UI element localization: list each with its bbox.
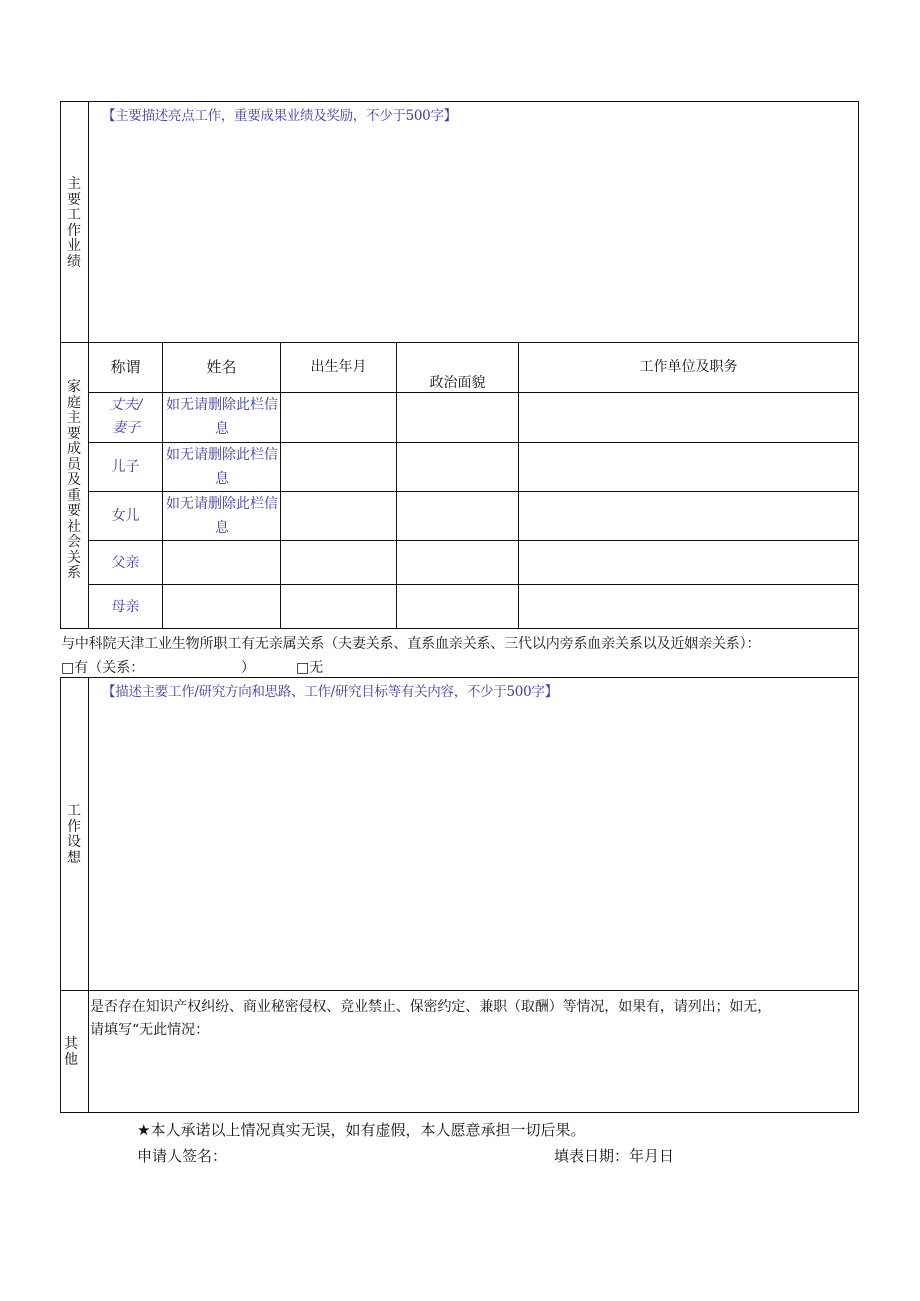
relation-daughter: 女儿 <box>111 508 140 524</box>
kinship-yes-option[interactable]: □有（关系： <box>61 660 145 676</box>
date-label[interactable]: 填表日期：年月日 <box>554 1148 675 1165</box>
signature-label[interactable]: 申请人签名： <box>137 1148 228 1165</box>
relation-spouse: 丈夫/妻子 <box>109 397 143 436</box>
header-relation: 称谓 <box>110 358 141 376</box>
kinship-relation-close: ） <box>241 660 255 676</box>
achievements-label: 主要工作业绩 <box>67 176 81 270</box>
achievements-placeholder[interactable]: 【主要描述亮点工作，重要成果业绩及奖励，不少于500字】 <box>102 108 457 124</box>
name-cell-daughter[interactable]: 如无请删除此栏信息 <box>166 496 278 536</box>
header-birth: 出生年月 <box>310 359 367 375</box>
family-label: 家庭主要成员及重要社会关系 <box>67 379 81 581</box>
name-cell-father[interactable] <box>163 541 280 584</box>
relation-mother: 母亲 <box>111 598 140 615</box>
name-cell-son[interactable]: 如无请删除此栏信息 <box>166 447 278 487</box>
plan-placeholder[interactable]: 【描述主要工作/研究方向和思路、工作/研究目标等有关内容，不少于500字】 <box>102 684 558 700</box>
plan-label: 工作设想 <box>67 803 81 866</box>
other-question-line1: 是否存在知识产权纠纷、商业秘密侵权、竞业禁止、保密约定、兼职（取酬）等情况，如果有，请列出；如无， <box>90 999 772 1015</box>
other-question-line2[interactable]: 请填写“无此情况： <box>90 1022 210 1038</box>
relation-son: 儿子 <box>111 459 140 475</box>
other-label: 其他 <box>64 1036 78 1068</box>
header-name: 姓名 <box>206 358 237 376</box>
relation-father: 父亲 <box>111 554 140 571</box>
kinship-question: 与中科院天津工业生物所职工有无亲属关系（夫妻关系、直系血亲关系、三代以内旁系血亲关系以及近姻亲关系）： <box>61 636 761 652</box>
header-employer: 工作单位及职务 <box>639 359 738 375</box>
header-political: 政治面貌 <box>429 375 486 391</box>
name-cell-mother[interactable] <box>163 585 280 628</box>
pledge-text: ★本人承诺以上情况真实无误，如有虚假，本人愿意承担一切后果。 <box>137 1122 586 1139</box>
name-cell-spouse[interactable]: 如无请删除此栏信息 <box>166 397 278 437</box>
kinship-no-option[interactable]: □无 <box>296 660 324 676</box>
